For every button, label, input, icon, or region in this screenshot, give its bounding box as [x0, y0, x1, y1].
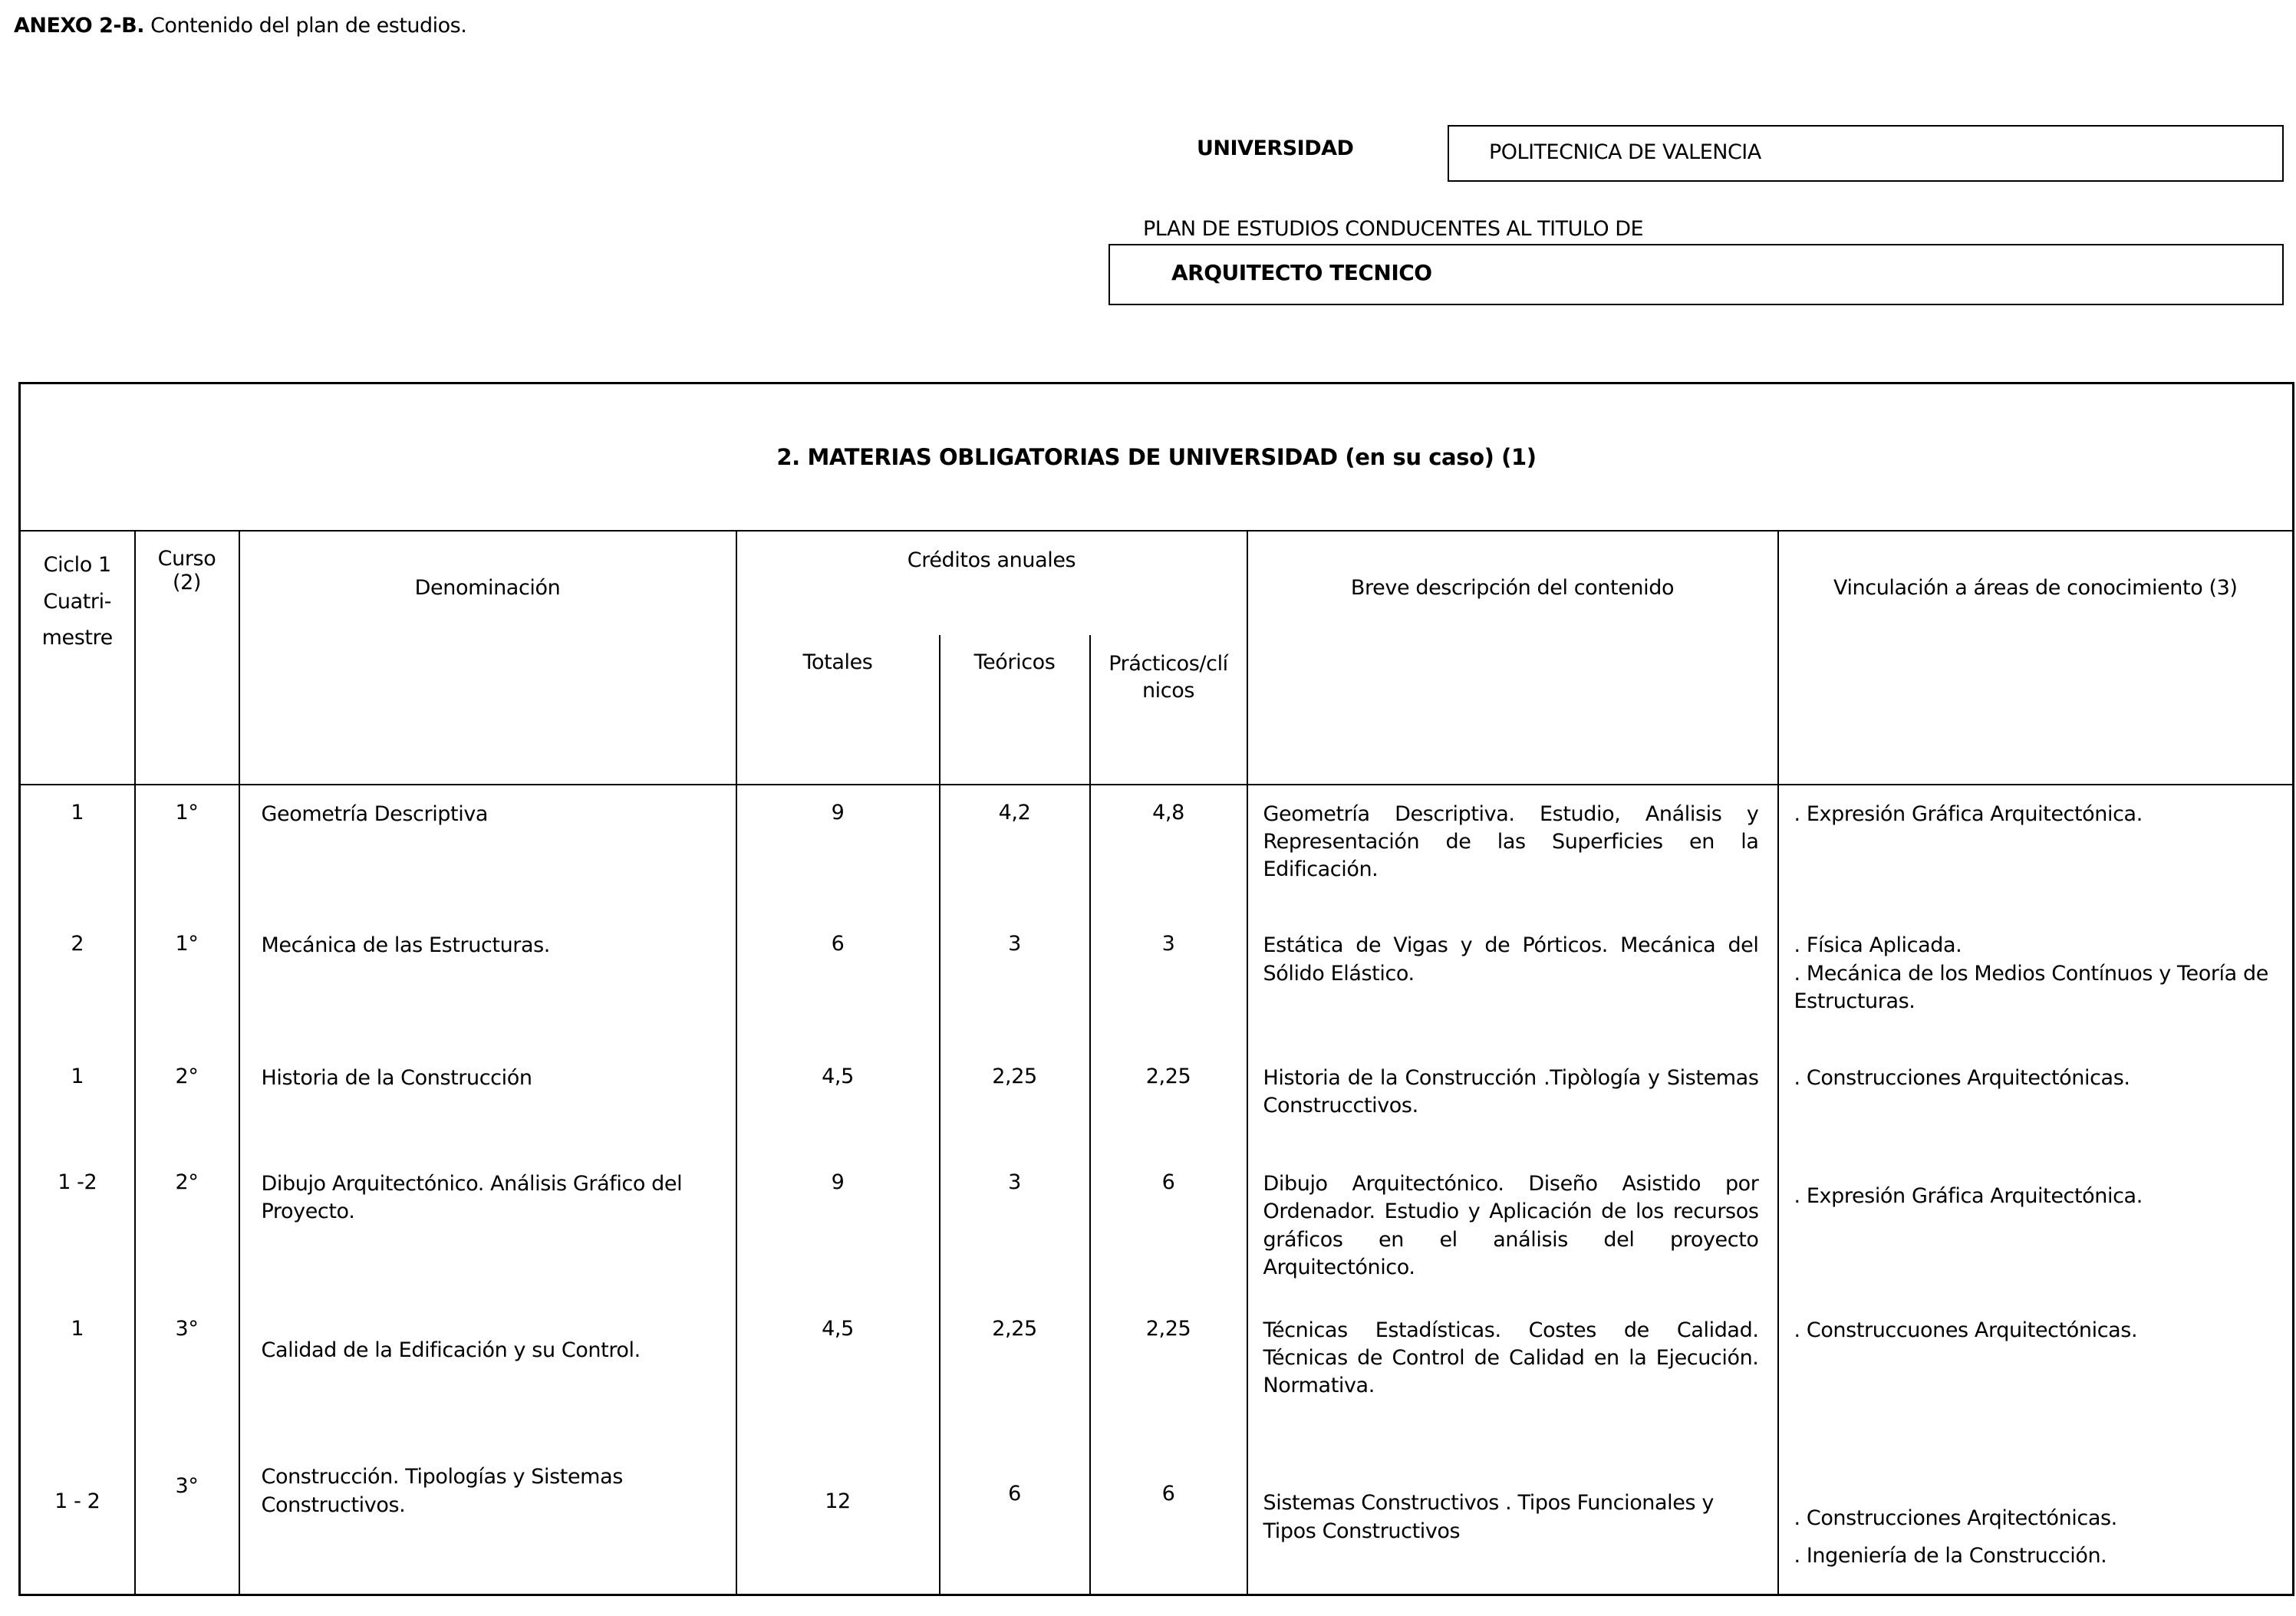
header-cuatri-1: Cuatri- — [43, 589, 112, 614]
row-6-curso: 3° — [135, 1451, 239, 1595]
header-ciclo — [20, 531, 135, 784]
row-5-teoricos: 2,25 — [940, 1302, 1090, 1452]
row-2-descripcion: Estática de Vigas y de Pórticos. Mecánica del Sólido Elástico. — [1247, 917, 1778, 1049]
row-2-area-1: . Física Aplicada. — [1794, 933, 1962, 958]
row-3-teoricos: 2,25 — [940, 1049, 1090, 1155]
universidad-label: UNIVERSIDAD — [1197, 137, 1354, 160]
row-1-practicos: 4,8 — [1090, 785, 1247, 917]
universidad-value: POLITECNICA DE VALENCIA — [1448, 125, 2284, 182]
row-3-denominacion: Historia de la Construcción — [239, 1049, 736, 1155]
row-3-curso: 2° — [135, 1049, 239, 1155]
row-4-denominacion: Dibujo Arquitectónico. Análisis Gráfico del Proyecto. — [239, 1155, 736, 1302]
row-6-descripcion: Sistemas Constructivos . Tipos Funcionales y Tipos Constructivos — [1247, 1451, 1778, 1595]
row-4-vinculacion — [1778, 1155, 2294, 1302]
table-title: 2. MATERIAS OBLIGATORIAS DE UNIVERSIDAD (en su caso) (1) — [20, 383, 2294, 532]
row-4-area-1: . Expresión Gráfica Arquitectónica. — [1794, 1183, 2143, 1208]
header-totales: Totales — [736, 635, 940, 784]
row-2-curso: 1° — [135, 917, 239, 1049]
row-6-denominacion: Construcción. Tipologías y Sistemas Constructivos. — [239, 1451, 736, 1595]
row-3-area-1: . Construcciones Arquitectónicas. — [1794, 1065, 2130, 1090]
row-1-vinculacion — [1778, 785, 2294, 917]
row-6-area-1: . Construcciones Arqitectónicas. — [1794, 1506, 2117, 1531]
row-6-area-2: . Ingeniería de la Construcción. — [1794, 1543, 2107, 1568]
header-teoricos: Teóricos — [940, 635, 1090, 784]
row-3-ciclo: 1 — [20, 1049, 135, 1155]
row-6-teoricos: 6 — [940, 1451, 1090, 1595]
row-6-vinculacion — [1778, 1451, 2294, 1595]
row-5-descripcion: Técnicas Estadísticas. Costes de Calidad. Técnicas de Control de Calidad en la Ejecución. Normativa. — [1247, 1302, 1778, 1452]
row-5-denominacion: Calidad de la Edificación y su Control. — [239, 1302, 736, 1452]
row-2-denominacion: Mecánica de las Estructuras. — [239, 917, 736, 1049]
row-3-vinculacion — [1778, 1049, 2294, 1155]
row-3-practicos: 2,25 — [1090, 1049, 1247, 1155]
header-creditos: Créditos anuales — [736, 531, 1247, 635]
header-ciclo-label: Ciclo 1 — [43, 553, 111, 578]
titulo-value: ARQUITECTO TECNICO — [1108, 244, 2284, 305]
annex-prefix: ANEXO 2-B. — [14, 14, 144, 38]
row-2-area-2: . Mecánica de los Medios Contínuos y Teoría de Estructuras. — [1794, 961, 2268, 1013]
row-2-totales: 6 — [736, 917, 940, 1049]
row-2-vinculacion — [1778, 917, 2294, 1049]
header-practicos: Prácticos/clí nicos — [1090, 635, 1247, 784]
row-2-ciclo: 2 — [20, 917, 135, 1049]
row-1-area-1: . Expresión Gráfica Arquitectónica. — [1794, 801, 2143, 826]
header-descripcion: Breve descripción del contenido — [1247, 531, 1778, 784]
row-1-denominacion: Geometría Descriptiva — [239, 785, 736, 917]
row-4-ciclo: 1 -2 — [20, 1155, 135, 1302]
row-5-practicos: 2,25 — [1090, 1302, 1247, 1452]
row-6-totales: 12 — [736, 1451, 940, 1595]
row-4-teoricos: 3 — [940, 1155, 1090, 1302]
header-curso-label: Curso — [157, 547, 216, 571]
row-5-vinculacion — [1778, 1302, 2294, 1452]
row-2-teoricos: 3 — [940, 917, 1090, 1049]
header-curso — [135, 531, 239, 784]
header-vinculacion: Vinculación a áreas de conocimiento (3) — [1778, 531, 2294, 784]
row-5-curso: 3° — [135, 1302, 239, 1452]
row-1-ciclo: 1 — [20, 785, 135, 917]
header-denominacion: Denominación — [239, 531, 736, 784]
materias-table — [18, 382, 2294, 1596]
row-1-totales: 9 — [736, 785, 940, 917]
row-5-totales: 4,5 — [736, 1302, 940, 1452]
annex-text: Contenido del plan de estudios. — [143, 14, 467, 38]
row-4-descripcion: Dibujo Arquitectónico. Diseño Asistido por Ordenador. Estudio y Aplicación de los recursos gráficos en el análisis del proyecto Arquitectónico. — [1247, 1155, 1778, 1302]
row-4-totales: 9 — [736, 1155, 940, 1302]
row-6-ciclo: 1 - 2 — [20, 1451, 135, 1595]
row-2-practicos: 3 — [1090, 917, 1247, 1049]
row-1-teoricos: 4,2 — [940, 785, 1090, 917]
row-3-totales: 4,5 — [736, 1049, 940, 1155]
row-1-descripcion: Geometría Descriptiva. Estudio, Análisis y Representación de las Superficies en la Edificación. — [1247, 785, 1778, 917]
row-4-curso: 2° — [135, 1155, 239, 1302]
row-6-practicos: 6 — [1090, 1451, 1247, 1595]
row-5-ciclo: 1 — [20, 1302, 135, 1452]
row-3-descripcion: Historia de la Construcción .Tipòlogía y Sistemas Construcctivos. — [1247, 1049, 1778, 1155]
row-4-practicos: 6 — [1090, 1155, 1247, 1302]
header-cuatri-2: mestre — [41, 625, 113, 650]
header-curso-note: (2) — [172, 571, 202, 595]
annex-heading — [14, 14, 466, 38]
plan-label: PLAN DE ESTUDIOS CONDUCENTES AL TITULO DE — [1143, 217, 1644, 241]
row-1-curso: 1° — [135, 785, 239, 917]
row-5-area-1: . Construccuones Arquitectónicas. — [1794, 1318, 2138, 1342]
